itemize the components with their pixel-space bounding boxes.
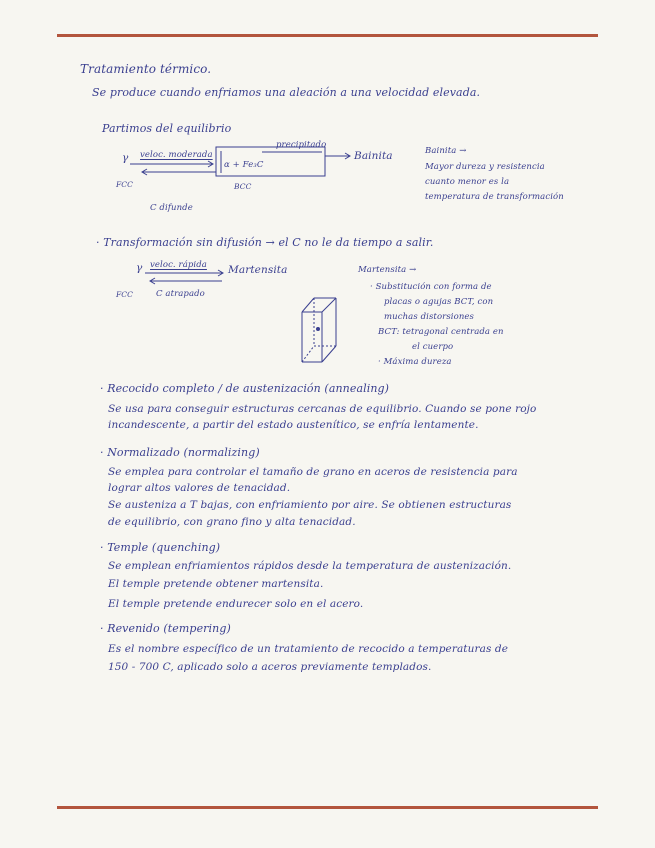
section1-note-line: cuanto menor es la [425,177,510,187]
recocido-heading: · Recocido completo / de austenización (annealing) [100,382,390,395]
revenido-line: 150 - 700 C, aplicado solo a aceros previamente templados. [108,661,432,673]
section1-precipitado: precipitado [276,140,327,150]
normalizado-line: Se austeniza a T bajas, con enfriamiento por aire. Se obtienen estructuras [108,499,512,511]
temple-line: El temple pretende endurecer solo en el acero. [108,598,364,610]
equilibrium-box [216,147,325,176]
section1-difusion: C difunde [150,203,193,213]
section1-note-line: temperatura de transformación [425,192,564,202]
section2-fcc: FCC [116,290,133,299]
section1-note-title: Bainita → [425,146,467,156]
section2-note-line: · Substitución con forma de [370,282,492,292]
bottom-margin-rule [57,806,598,809]
revenido-line: Es el nombre específico de un tratamiento de recocido a temperaturas de [108,643,509,655]
section2-note-line: el cuerpo [412,342,454,352]
temple-line: El temple pretende obtener martensita. [108,578,324,590]
section2-heading: · Transformación sin difusión → el C no le da tiempo a salir. [96,236,434,249]
section1-fcc: FCC [116,180,133,189]
section2-note-line: muchas distorsiones [384,312,474,322]
section2-note-line: · Máxima dureza [378,357,452,367]
section1-box-formula: α + Fe₃C [224,160,264,170]
section2-note-line: placas o agujas BCT, con [384,297,494,307]
recocido-line: incandescente, a partir del estado austenítico, se enfría lentamente. [108,419,479,431]
section2-sin-difusion: C atrapado [156,289,205,299]
section2-note-line: BCT: tetragonal centrada en [378,327,504,337]
section2-gamma: γ [136,262,143,274]
section1-gamma: γ [122,152,129,164]
section1-heading: Partimos del equilibrio [102,122,232,135]
section2-arrow-label: veloc. rápida [150,260,207,270]
section2-martensita: Martensita [228,264,288,276]
recocido-line: Se usa para conseguir estructuras cercanas de equilibrio. Cuando se pone rojo [108,403,537,415]
temple-heading: · Temple (quenching) [100,541,221,554]
intro-text: Se produce cuando enfriamos una aleación a una velocidad elevada. [92,86,481,99]
section1-bcc: BCC [234,182,252,191]
section2-note-title: Martensita → [358,265,417,275]
normalizado-line: lograr altos valores de tenacidad. [108,482,291,494]
temple-line: Se emplean enfriamientos rápidos desde la temperatura de austenización. [108,560,512,572]
normalizado-line: de equilibrio, con grano fino y alta tenacidad. [108,516,356,528]
page-title: Tratamiento térmico. [80,62,212,76]
normalizado-heading: · Normalizado (normalizing) [100,446,260,459]
section1-note-line: Mayor dureza y resistencia [425,162,545,172]
section1-arrow-label: veloc. moderada [140,150,213,160]
normalizado-line: Se emplea para controlar el tamaño de grano en aceros de resistencia para [108,466,518,478]
revenido-heading: · Revenido (tempering) [100,622,231,635]
bct-cell-sketch [302,298,336,362]
section1-bainita: Bainita [354,150,393,162]
